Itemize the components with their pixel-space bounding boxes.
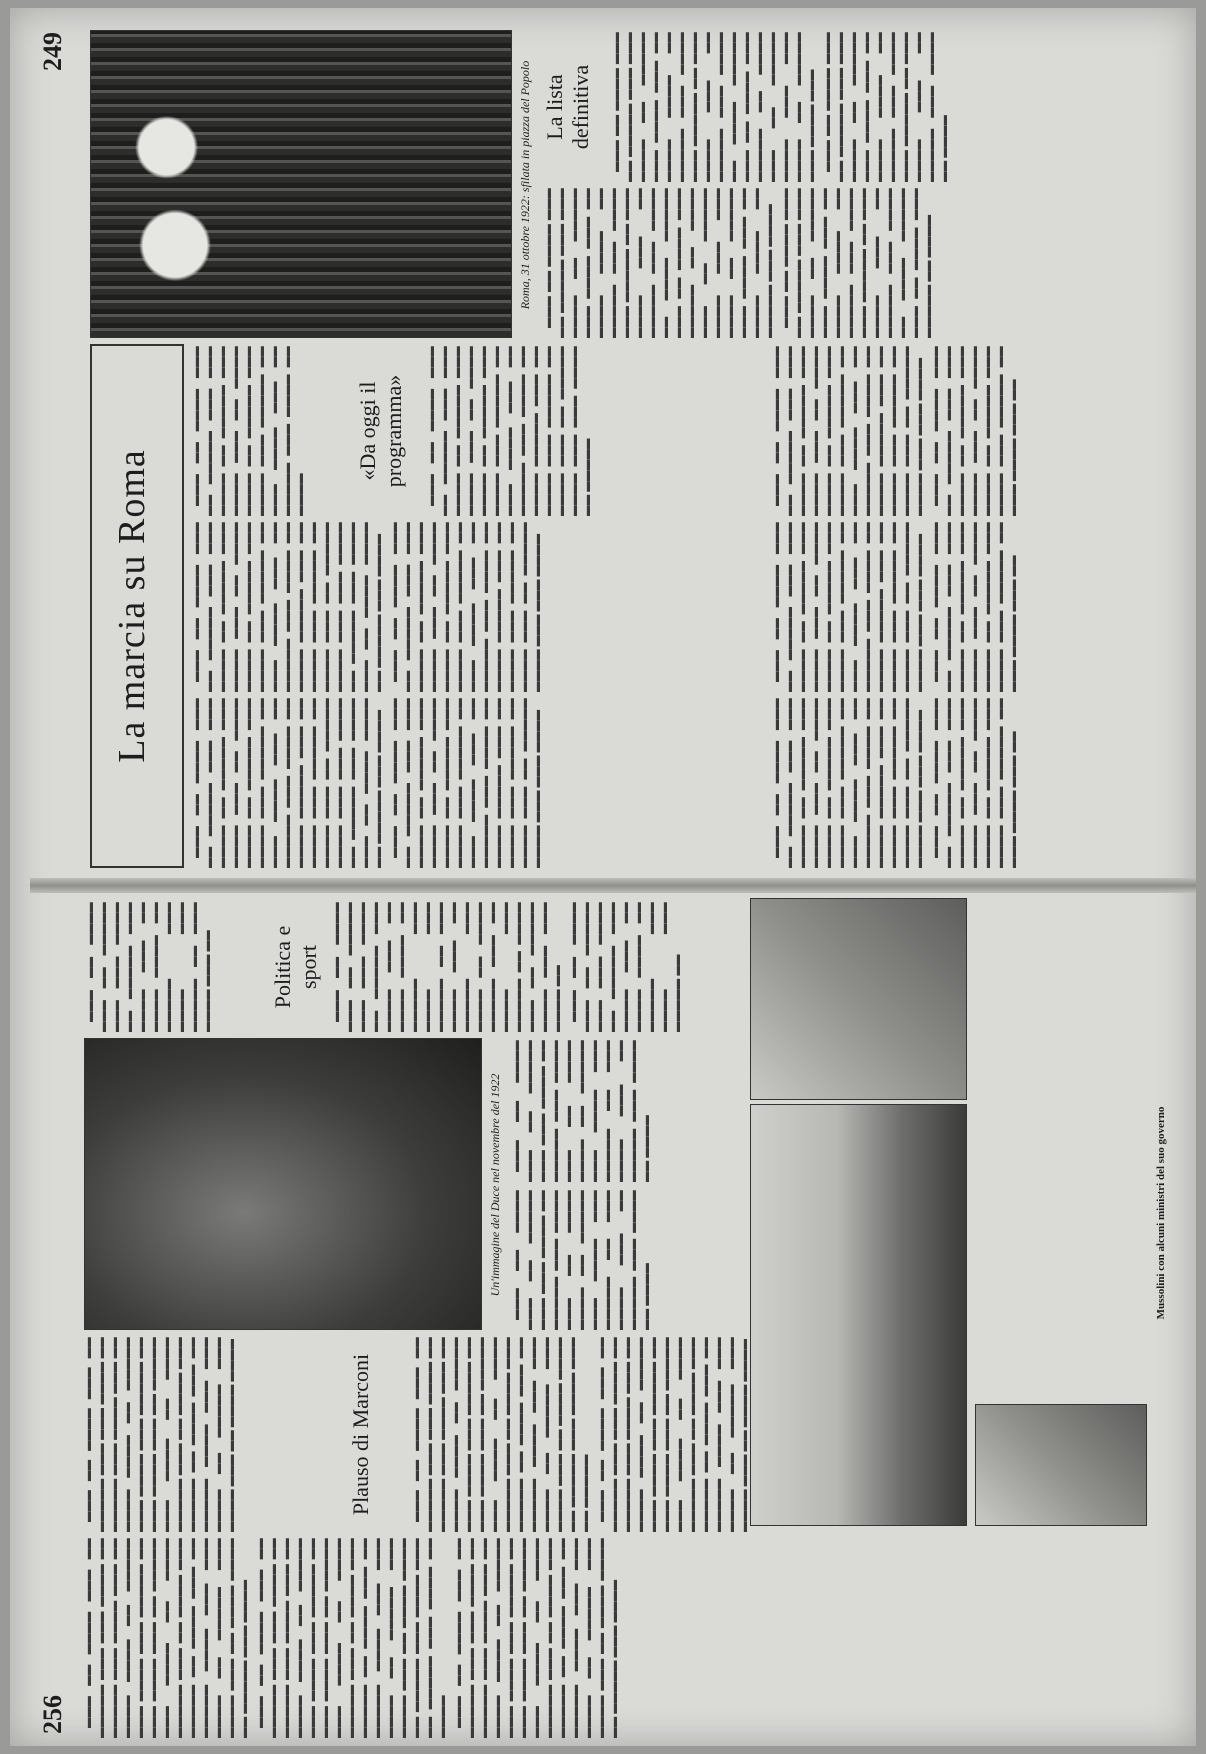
- text-column: ▬▬▬ ▬▬ ▬▬▬▬ ▬▬▬ ▬▬ ▬▬▬▬▬ ▬▬▬ ▬▬▬ ▬▬▬▬ ▬▬ ▬▬▬▬▬ ▬▬▬ ▬▬▬▬ ▬▬▬ ▬▬ ▬▬▬▬ ▬▬▬▬ ▬▬ ▬▬▬▬▬ ▬▬▬ ▬▬▬▬ ▬▬▬ ▬▬▬▬▬ ▬▬ ▬▬▬ ▬▬▬▬ ▬▬▬ ▬▬: [85, 902, 213, 1032]
- text-column: ▬▬▬ ▬▬ ▬▬▬▬ ▬▬▬ ▬▬ ▬▬▬▬▬ ▬▬▬ ▬▬▬ ▬▬▬▬ ▬▬ ▬▬▬▬▬ ▬▬▬ ▬▬▬▬ ▬▬▬ ▬▬ ▬▬▬▬ ▬▬▬▬ ▬▬ ▬▬▬▬▬ ▬▬▬ ▬▬▬▬ ▬▬▬ ▬▬▬▬▬ ▬▬ ▬▬▬ ▬▬▬▬ ▬▬▬ ▬▬ ▬▬▬▬▬ ▬▬▬ ▬▬▬▬ ▬▬ ▬▬▬▬ ▬▬▬▬▬ ▬▬▬ ▬▬ ▬▬▬▬ ▬▬▬ ▬▬▬▬▬ ▬▬ ▬▬▬▬ ▬▬▬ ▬▬ ▬▬▬▬▬ ▬▬▬▬ ▬▬▬ ▬▬▬ ▬▬▬▬ ▬▬ ▬▬▬▬▬: [426, 346, 593, 516]
- text-column: ▬▬▬ ▬▬ ▬▬▬▬ ▬▬▬ ▬▬ ▬▬▬▬▬ ▬▬▬ ▬▬▬ ▬▬▬▬ ▬▬ ▬▬▬▬▬ ▬▬▬ ▬▬▬▬ ▬▬▬ ▬▬ ▬▬▬▬ ▬▬▬▬ ▬▬ ▬▬▬▬▬ ▬▬▬ ▬▬▬▬ ▬▬▬ ▬▬▬▬▬ ▬▬ ▬▬▬ ▬▬▬▬ ▬▬▬ ▬▬ ▬▬▬▬▬ ▬▬▬ ▬▬▬▬ ▬▬ ▬▬▬▬ ▬▬▬▬▬ ▬▬▬ ▬▬ ▬▬▬▬ ▬▬▬ ▬▬▬▬▬ ▬▬ ▬▬▬▬ ▬▬▬ ▬▬ ▬▬▬▬▬ ▬▬▬▬ ▬▬▬ ▬▬▬ ▬▬▬▬ ▬▬▬ ▬▬ ▬▬▬▬ ▬▬▬ ▬▬ ▬▬▬▬▬ ▬▬▬ ▬▬▬ ▬▬▬▬ ▬▬ ▬▬▬▬▬ ▬▬▬ ▬▬▬▬ ▬▬▬ ▬▬ ▬▬▬▬ ▬▬▬▬ ▬▬ ▬▬▬▬▬ ▬▬▬ ▬▬▬▬ ▬▬▬ ▬▬▬▬▬ ▬▬ ▬▬▬ ▬▬▬▬ ▬▬▬ ▬▬: [771, 698, 1019, 868]
- photo-duce-portrait: [84, 1038, 482, 1330]
- photo-faded-small: [975, 1404, 1147, 1526]
- photo-piazza-del-popolo: [90, 30, 512, 338]
- text-column: ▬▬▬ ▬▬ ▬▬▬▬ ▬▬▬ ▬▬ ▬▬▬▬▬ ▬▬▬ ▬▬▬ ▬▬▬▬ ▬▬ ▬▬▬▬▬ ▬▬▬ ▬▬▬▬ ▬▬▬ ▬▬ ▬▬▬▬ ▬▬▬▬ ▬▬ ▬▬▬▬▬ ▬▬▬ ▬▬▬▬ ▬▬▬ ▬▬▬▬▬ ▬▬ ▬▬▬ ▬▬▬▬ ▬▬▬ ▬▬ ▬▬▬▬▬ ▬▬▬ ▬▬▬▬ ▬▬ ▬▬▬▬ ▬▬▬▬▬ ▬▬▬ ▬▬ ▬▬▬▬ ▬▬▬ ▬▬▬▬▬ ▬▬ ▬▬▬▬ ▬▬▬ ▬▬ ▬▬▬▬▬ ▬▬▬▬ ▬▬▬ ▬▬▬ ▬▬▬▬ ▬▬ ▬▬▬▬▬ ▬▬▬ ▬▬▬▬ ▬▬▬ ▬▬ ▬▬▬▬ ▬▬▬▬ ▬▬ ▬▬▬▬▬ ▬▬▬ ▬▬▬▬ ▬▬▬ ▬▬ ▬▬▬▬ ▬▬▬ ▬▬ ▬▬▬▬▬ ▬▬▬ ▬▬▬ ▬▬▬▬ ▬▬ ▬▬▬▬▬ ▬▬▬ ▬▬▬▬ ▬▬▬ ▬▬ ▬▬▬▬ ▬▬▬▬ ▬▬ ▬▬▬▬▬ ▬▬▬ ▬▬▬▬ ▬▬▬ ▬▬▬▬▬ ▬▬ ▬▬▬ ▬▬▬▬ ▬▬▬ ▬▬ ▬▬▬▬▬ ▬▬▬ ▬▬▬▬ ▬▬ ▬▬▬▬ ▬▬▬▬▬ ▬▬▬ ▬▬ ▬▬▬▬ ▬▬▬ ▬▬▬▬▬ ▬▬ ▬▬▬▬ ▬▬▬ ▬▬ ▬▬▬▬▬ ▬▬▬▬ ▬▬▬ ▬▬▬ ▬▬▬▬: [191, 522, 543, 692]
- page-stage: [30, 22, 1196, 1748]
- subhead-politica-e-sport: Politica e sport: [270, 925, 321, 1009]
- subhead-la-lista-definitiva: La lista definitiva: [542, 64, 593, 150]
- left-page-number: 256: [38, 1695, 67, 1734]
- subhead-plauso-di-marconi: Plauso di Marconi: [348, 1353, 373, 1516]
- text-column: ▬▬▬ ▬▬ ▬▬▬▬ ▬▬▬ ▬▬ ▬▬▬▬▬ ▬▬▬ ▬▬▬ ▬▬▬▬ ▬▬ ▬▬▬▬▬ ▬▬▬ ▬▬▬▬ ▬▬▬ ▬▬ ▬▬▬▬ ▬▬▬▬ ▬▬ ▬▬▬▬▬ ▬▬▬ ▬▬▬▬ ▬▬▬ ▬▬▬▬▬ ▬▬ ▬▬▬ ▬▬▬▬ ▬▬▬ ▬▬ ▬▬▬▬▬ ▬▬▬ ▬▬▬▬ ▬▬ ▬▬▬▬: [511, 1040, 652, 1182]
- text-column: ▬▬▬ ▬▬ ▬▬▬▬ ▬▬▬ ▬▬ ▬▬▬▬▬ ▬▬▬ ▬▬▬ ▬▬▬▬ ▬▬ ▬▬▬▬▬ ▬▬▬ ▬▬▬▬ ▬▬▬ ▬▬ ▬▬▬▬ ▬▬▬▬ ▬▬ ▬▬▬▬▬ ▬▬▬ ▬▬▬▬ ▬▬▬ ▬▬▬▬▬ ▬▬ ▬▬▬ ▬▬▬▬ ▬▬▬ ▬▬ ▬▬▬▬▬ ▬▬▬ ▬▬▬▬ ▬▬ ▬▬▬▬ ▬▬▬▬▬ ▬▬▬ ▬▬ ▬▬▬▬ ▬▬▬ ▬▬▬▬▬ ▬▬ ▬▬▬▬ ▬▬▬ ▬▬ ▬▬▬▬▬ ▬▬▬▬ ▬▬▬ ▬▬▬ ▬▬▬▬ ▬▬▬ ▬▬ ▬▬▬▬ ▬▬▬ ▬▬ ▬▬▬▬▬ ▬▬▬ ▬▬▬ ▬▬▬▬ ▬▬ ▬▬▬▬▬ ▬▬▬ ▬▬▬▬ ▬▬▬ ▬▬ ▬▬▬▬ ▬▬▬▬ ▬▬ ▬▬▬▬▬ ▬▬▬ ▬▬▬▬ ▬▬▬ ▬▬▬▬▬ ▬▬ ▬▬▬ ▬▬▬▬ ▬▬▬ ▬▬: [771, 346, 1019, 516]
- caption-piazza-del-popolo: Roma, 31 ottobre 1922: sfilata in piazza del Popolo: [518, 60, 532, 310]
- text-column: ▬▬▬ ▬▬ ▬▬▬▬ ▬▬▬ ▬▬ ▬▬▬▬▬ ▬▬▬ ▬▬▬ ▬▬▬▬ ▬▬ ▬▬▬▬▬ ▬▬▬ ▬▬▬▬ ▬▬▬ ▬▬ ▬▬▬▬ ▬▬▬▬ ▬▬ ▬▬▬▬▬ ▬▬▬ ▬▬▬▬ ▬▬▬ ▬▬▬▬▬ ▬▬ ▬▬▬ ▬▬▬▬ ▬▬▬ ▬▬ ▬▬▬▬▬ ▬▬▬ ▬▬▬▬ ▬▬ ▬▬▬▬ ▬▬▬▬▬ ▬▬▬ ▬▬ ▬▬▬▬ ▬▬▬ ▬▬▬▬▬ ▬▬ ▬▬▬▬ ▬▬▬ ▬▬ ▬▬▬▬▬ ▬▬▬▬ ▬▬▬ ▬▬▬ ▬▬▬▬ ▬▬ ▬▬▬▬▬ ▬▬▬ ▬▬▬▬ ▬▬▬ ▬▬▬ ▬▬ ▬▬▬▬ ▬▬▬ ▬▬ ▬▬▬▬▬ ▬▬▬ ▬▬▬ ▬▬▬▬ ▬▬ ▬▬▬▬▬ ▬▬▬ ▬▬▬▬ ▬▬▬ ▬▬ ▬▬▬▬ ▬▬▬▬ ▬▬ ▬▬▬▬▬ ▬▬▬ ▬▬▬▬ ▬▬▬ ▬▬▬▬▬ ▬▬ ▬▬▬ ▬▬▬▬ ▬▬▬ ▬▬ ▬▬▬▬▬ ▬▬▬ ▬▬▬▬ ▬▬ ▬▬▬▬: [611, 32, 950, 182]
- caption-ministers: Mussolini con alcuni ministri del suo governo: [1155, 1106, 1167, 1320]
- photo-faded: [750, 898, 967, 1100]
- headline: La marcia su Roma: [111, 449, 153, 763]
- text-column: ▬▬▬ ▬▬ ▬▬▬▬ ▬▬▬ ▬▬ ▬▬▬▬▬ ▬▬▬ ▬▬▬ ▬▬▬▬ ▬▬ ▬▬▬▬▬ ▬▬▬ ▬▬▬▬ ▬▬▬ ▬▬ ▬▬▬▬ ▬▬▬▬ ▬▬ ▬▬▬▬▬ ▬▬▬ ▬▬▬▬ ▬▬▬ ▬▬▬▬▬ ▬▬ ▬▬▬ ▬▬▬▬ ▬▬▬ ▬▬ ▬▬▬▬▬ ▬▬▬ ▬▬▬▬ ▬▬ ▬▬▬▬ ▬▬▬▬▬ ▬▬▬ ▬▬ ▬▬▬▬ ▬▬▬ ▬▬▬▬▬ ▬▬ ▬▬▬▬ ▬▬▬ ▬▬ ▬▬▬▬▬ ▬▬▬▬ ▬▬▬ ▬▬▬ ▬▬▬▬ ▬▬ ▬▬▬ ▬▬ ▬▬▬▬ ▬▬▬ ▬▬ ▬▬▬▬▬ ▬▬▬ ▬▬▬ ▬▬▬▬ ▬▬ ▬▬▬▬▬ ▬▬▬ ▬▬▬▬ ▬▬▬ ▬▬ ▬▬▬▬ ▬▬▬▬ ▬▬ ▬▬▬▬▬ ▬▬▬ ▬▬▬▬ ▬▬▬ ▬▬▬▬▬ ▬▬: [331, 902, 683, 1032]
- text-column: ▬▬▬ ▬▬ ▬▬▬▬ ▬▬▬ ▬▬ ▬▬▬▬▬ ▬▬▬ ▬▬▬ ▬▬▬▬ ▬▬ ▬▬▬▬▬ ▬▬▬ ▬▬▬▬ ▬▬▬ ▬▬ ▬▬▬▬ ▬▬▬▬ ▬▬ ▬▬▬▬▬ ▬▬▬ ▬▬▬▬ ▬▬▬ ▬▬▬▬▬ ▬▬ ▬▬▬ ▬▬▬▬ ▬▬▬ ▬▬ ▬▬▬▬▬ ▬▬▬ ▬▬▬▬ ▬▬ ▬▬▬▬: [511, 1190, 652, 1330]
- text-column: ▬▬▬ ▬▬ ▬▬▬▬ ▬▬▬ ▬▬ ▬▬▬▬▬ ▬▬▬ ▬▬▬ ▬▬▬▬ ▬▬ ▬▬▬▬▬ ▬▬▬ ▬▬▬▬ ▬▬▬ ▬▬ ▬▬▬▬ ▬▬▬▬ ▬▬ ▬▬▬▬▬ ▬▬▬ ▬▬▬▬ ▬▬▬ ▬▬▬▬▬ ▬▬ ▬▬▬ ▬▬▬▬ ▬▬▬ ▬▬ ▬▬▬▬▬ ▬▬▬ ▬▬▬▬ ▬▬ ▬▬▬▬ ▬▬▬▬▬ ▬▬▬ ▬▬ ▬▬▬▬ ▬▬▬ ▬▬▬▬▬ ▬▬ ▬▬▬▬ ▬▬▬ ▬▬ ▬▬▬▬▬ ▬▬▬▬ ▬▬▬ ▬▬▬ ▬▬▬▬ ▬▬ ▬▬▬▬▬ ▬▬▬ ▬▬▬▬ ▬▬▬ ▬▬ ▬▬▬▬ ▬▬▬▬ ▬▬ ▬▬▬▬▬ ▬▬▬ ▬▬▬▬ ▬▬▬ ▬▬ ▬▬▬▬ ▬▬▬ ▬▬ ▬▬▬▬▬ ▬▬▬ ▬▬▬ ▬▬▬▬ ▬▬ ▬▬▬▬▬ ▬▬▬ ▬▬▬▬ ▬▬▬ ▬▬ ▬▬▬▬ ▬▬▬▬ ▬▬ ▬▬▬▬▬ ▬▬▬ ▬▬▬▬ ▬▬▬ ▬▬▬▬▬ ▬▬ ▬▬▬ ▬▬▬▬ ▬▬▬ ▬▬ ▬▬▬▬▬ ▬▬▬ ▬▬▬▬ ▬▬ ▬▬▬▬ ▬▬▬▬▬ ▬▬▬ ▬▬ ▬▬▬▬ ▬▬▬ ▬▬▬▬▬ ▬▬ ▬▬▬▬: [543, 188, 934, 338]
- text-column: ▬▬▬ ▬▬ ▬▬▬▬ ▬▬▬ ▬▬ ▬▬▬▬▬ ▬▬▬ ▬▬▬ ▬▬▬▬ ▬▬ ▬▬▬▬▬ ▬▬▬ ▬▬▬▬ ▬▬▬ ▬▬ ▬▬▬▬ ▬▬▬▬ ▬▬ ▬▬▬▬▬ ▬▬▬ ▬▬▬▬ ▬▬▬ ▬▬▬▬▬ ▬▬ ▬▬▬ ▬▬▬▬ ▬▬▬ ▬▬ ▬▬▬▬▬ ▬▬▬ ▬▬▬▬ ▬▬ ▬▬▬▬: [191, 346, 306, 516]
- text-column: ▬▬▬ ▬▬ ▬▬▬▬ ▬▬▬ ▬▬ ▬▬▬▬▬ ▬▬▬ ▬▬▬ ▬▬▬▬ ▬▬ ▬▬▬▬▬ ▬▬▬ ▬▬▬▬ ▬▬▬ ▬▬ ▬▬▬▬ ▬▬▬▬ ▬▬ ▬▬▬▬▬ ▬▬▬ ▬▬▬▬ ▬▬▬ ▬▬▬▬▬ ▬▬ ▬▬▬ ▬▬▬▬ ▬▬▬ ▬▬ ▬▬▬▬▬ ▬▬▬ ▬▬▬▬ ▬▬ ▬▬▬▬ ▬▬▬▬▬ ▬▬▬ ▬▬ ▬▬▬▬ ▬▬▬ ▬▬▬▬▬ ▬▬ ▬▬▬▬ ▬▬▬ ▬▬ ▬▬▬▬▬ ▬▬▬▬ ▬▬▬ ▬▬▬ ▬▬▬▬ ▬▬ ▬▬▬▬▬ ▬▬▬ ▬▬▬▬ ▬▬▬ ▬▬ ▬▬▬▬ ▬▬▬▬ ▬▬ ▬▬▬▬▬ ▬▬▬ ▬▬▬▬ ▬▬▬ ▬▬ ▬▬▬▬ ▬▬▬ ▬▬ ▬▬▬▬▬ ▬▬▬ ▬▬▬ ▬▬▬▬ ▬▬ ▬▬▬▬▬ ▬▬▬ ▬▬▬▬ ▬▬▬ ▬▬ ▬▬▬▬ ▬▬▬▬ ▬▬ ▬▬▬▬▬ ▬▬▬ ▬▬▬▬ ▬▬▬ ▬▬▬▬▬ ▬▬ ▬▬▬ ▬▬▬▬ ▬▬▬ ▬▬ ▬▬▬▬▬ ▬▬▬ ▬▬▬▬ ▬▬ ▬▬▬▬ ▬▬▬▬▬ ▬▬▬ ▬▬ ▬▬▬▬ ▬▬▬ ▬▬▬▬▬ ▬▬ ▬▬▬▬ ▬▬▬ ▬▬ ▬▬▬▬▬ ▬▬▬▬ ▬▬▬ ▬▬▬ ▬▬▬▬: [191, 698, 543, 868]
- photo-mussolini-ministers: [750, 1104, 967, 1526]
- gutter: [30, 878, 1196, 893]
- subhead-da-oggi-il-programma: «Da oggi il programma»: [355, 374, 406, 488]
- text-column: ▬▬▬ ▬▬ ▬▬▬▬ ▬▬▬ ▬▬ ▬▬▬▬▬ ▬▬▬ ▬▬▬ ▬▬▬▬ ▬▬ ▬▬▬▬▬ ▬▬▬ ▬▬▬▬ ▬▬▬ ▬▬ ▬▬▬▬ ▬▬▬▬ ▬▬ ▬▬▬▬▬ ▬▬▬ ▬▬▬▬ ▬▬▬ ▬▬▬▬▬ ▬▬ ▬▬▬ ▬▬▬▬ ▬▬▬ ▬▬ ▬▬▬▬▬ ▬▬▬ ▬▬▬▬ ▬▬ ▬▬▬▬ ▬▬▬▬▬ ▬▬▬ ▬▬ ▬▬▬▬ ▬▬▬ ▬▬▬▬▬ ▬▬ ▬▬▬▬ ▬▬▬ ▬▬ ▬▬▬▬▬ ▬▬▬▬ ▬▬▬ ▬▬▬ ▬▬▬▬ ▬▬ ▬▬▬▬▬ ▬▬▬ ▬▬▬▬ ▬▬▬ ▬▬ ▬▬▬▬ ▬▬▬▬ ▬▬ ▬▬▬▬▬ ▬▬▬ ▬▬▬▬ ▬▬▬ ▬▬ ▬▬▬▬ ▬▬▬ ▬▬ ▬▬▬▬▬ ▬▬▬ ▬▬▬ ▬▬▬▬ ▬▬ ▬▬▬▬▬ ▬▬▬ ▬▬▬▬ ▬▬▬ ▬▬ ▬▬▬▬ ▬▬▬▬ ▬▬ ▬▬▬▬▬ ▬▬▬ ▬▬▬▬ ▬▬▬ ▬▬▬▬▬ ▬▬ ▬▬▬ ▬▬▬▬ ▬▬▬ ▬▬ ▬▬▬▬▬ ▬▬▬ ▬▬▬▬ ▬▬ ▬▬▬▬ ▬▬▬▬▬ ▬▬▬ ▬▬ ▬▬▬▬ ▬▬▬ ▬▬▬▬▬ ▬▬ ▬▬▬▬ ▬▬▬ ▬▬ ▬▬▬▬▬ ▬▬▬▬ ▬▬▬ ▬▬▬ ▬▬▬▬ ▬▬ ▬▬▬▬▬ ▬▬▬ ▬▬▬▬ ▬▬▬ ▬▬ ▬▬▬▬ ▬▬▬▬ ▬▬ ▬▬▬▬▬ ▬▬▬ ▬▬▬▬ ▬▬▬ ▬▬ ▬▬▬▬▬ ▬▬▬ ▬▬▬▬ ▬▬ ▬▬▬▬ ▬▬▬ ▬▬ ▬▬▬▬ ▬▬▬ ▬▬ ▬▬▬▬▬ ▬▬▬ ▬▬▬ ▬▬▬▬ ▬▬ ▬▬▬▬▬ ▬▬▬ ▬▬▬▬ ▬▬▬ ▬▬ ▬▬▬▬ ▬▬▬▬ ▬▬ ▬▬▬▬▬ ▬▬▬ ▬▬▬▬ ▬▬▬ ▬▬▬▬▬ ▬▬ ▬▬▬ ▬▬▬▬ ▬▬▬ ▬▬ ▬▬▬▬▬ ▬▬▬ ▬▬▬▬ ▬▬ ▬▬▬▬ ▬▬▬▬▬ ▬▬▬ ▬▬ ▬▬▬▬ ▬▬▬ ▬▬▬▬▬ ▬▬ ▬▬▬▬ ▬▬▬ ▬▬ ▬▬▬▬▬ ▬▬▬▬ ▬▬▬ ▬▬▬ ▬▬▬▬ ▬▬ ▬▬▬▬▬ ▬▬▬ ▬▬▬▬ ▬▬▬ ▬▬ ▬▬▬▬ ▬▬▬▬ ▬▬ ▬▬▬▬▬ ▬▬▬ ▬▬▬▬: [83, 1538, 620, 1738]
- scanned-page: [10, 8, 1196, 1746]
- right-page-number: 249: [38, 32, 67, 71]
- newspaper-spread: [30, 22, 1196, 1748]
- text-column: ▬▬▬ ▬▬ ▬▬▬▬ ▬▬▬ ▬▬ ▬▬▬▬▬ ▬▬▬ ▬▬▬ ▬▬▬▬ ▬▬ ▬▬▬▬▬ ▬▬▬ ▬▬▬▬ ▬▬▬ ▬▬ ▬▬▬▬ ▬▬▬▬ ▬▬ ▬▬▬▬▬ ▬▬▬ ▬▬▬▬ ▬▬▬ ▬▬▬▬▬ ▬▬ ▬▬▬ ▬▬▬▬ ▬▬▬ ▬▬ ▬▬▬▬▬ ▬▬▬ ▬▬▬▬ ▬▬ ▬▬▬▬ ▬▬▬▬▬ ▬▬▬ ▬▬ ▬▬▬▬ ▬▬▬ ▬▬▬▬▬ ▬▬ ▬▬▬▬ ▬▬▬ ▬▬ ▬▬▬▬▬ ▬▬▬▬ ▬▬▬ ▬▬▬ ▬▬▬▬ ▬▬ ▬▬▬▬▬ ▬▬▬ ▬▬▬▬ ▬▬▬ ▬▬ ▬▬▬▬ ▬▬▬▬ ▬▬ ▬▬▬▬▬ ▬▬▬ ▬▬▬▬ ▬▬▬ ▬▬ ▬▬▬▬▬ ▬▬▬ ▬▬ ▬▬▬▬ ▬▬▬ ▬▬ ▬▬▬▬▬ ▬▬▬ ▬▬▬ ▬▬▬▬ ▬▬ ▬▬▬▬▬ ▬▬▬ ▬▬▬▬ ▬▬▬ ▬▬ ▬▬▬▬ ▬▬▬▬ ▬▬ ▬▬▬▬▬ ▬▬▬ ▬▬▬▬ ▬▬▬ ▬▬▬▬▬ ▬▬ ▬▬▬ ▬▬▬▬ ▬▬▬ ▬▬ ▬▬▬▬▬ ▬▬▬ ▬▬▬▬ ▬▬ ▬▬▬▬ ▬▬▬▬▬ ▬▬▬ ▬▬ ▬▬▬▬ ▬▬▬ ▬▬▬▬▬ ▬▬ ▬▬▬▬ ▬▬▬ ▬▬ ▬▬▬▬▬ ▬▬▬▬ ▬▬▬ ▬▬▬ ▬▬▬▬ ▬▬ ▬▬▬▬▬ ▬▬▬ ▬▬▬▬ ▬▬▬ ▬▬ ▬▬▬▬ ▬▬▬▬: [411, 1337, 750, 1532]
- text-column: ▬▬▬ ▬▬ ▬▬▬▬ ▬▬▬ ▬▬ ▬▬▬▬▬ ▬▬▬ ▬▬▬ ▬▬▬▬ ▬▬ ▬▬▬▬▬ ▬▬▬ ▬▬▬▬ ▬▬▬ ▬▬ ▬▬▬▬ ▬▬▬▬ ▬▬ ▬▬▬▬▬ ▬▬▬ ▬▬▬▬ ▬▬▬ ▬▬▬▬▬ ▬▬ ▬▬▬ ▬▬▬▬ ▬▬▬ ▬▬ ▬▬▬▬▬ ▬▬▬ ▬▬▬▬ ▬▬ ▬▬▬▬ ▬▬▬▬▬ ▬▬▬ ▬▬ ▬▬▬▬ ▬▬▬ ▬▬▬▬▬ ▬▬ ▬▬▬▬ ▬▬▬ ▬▬ ▬▬▬▬▬ ▬▬▬▬ ▬▬▬ ▬▬▬ ▬▬▬▬ ▬▬ ▬▬▬▬▬ ▬▬▬ ▬▬▬▬ ▬▬▬ ▬▬ ▬▬▬▬ ▬▬▬▬: [83, 1337, 237, 1532]
- text-column: ▬▬▬ ▬▬ ▬▬▬▬ ▬▬▬ ▬▬ ▬▬▬▬▬ ▬▬▬ ▬▬▬ ▬▬▬▬ ▬▬ ▬▬▬▬▬ ▬▬▬ ▬▬▬▬ ▬▬▬ ▬▬ ▬▬▬▬ ▬▬▬▬ ▬▬ ▬▬▬▬▬ ▬▬▬ ▬▬▬▬ ▬▬▬ ▬▬▬▬▬ ▬▬ ▬▬▬ ▬▬▬▬ ▬▬▬ ▬▬ ▬▬▬▬▬ ▬▬▬ ▬▬▬▬ ▬▬ ▬▬▬▬ ▬▬▬▬▬ ▬▬▬ ▬▬ ▬▬▬▬ ▬▬▬ ▬▬▬▬▬ ▬▬ ▬▬▬▬ ▬▬▬ ▬▬ ▬▬▬▬▬ ▬▬▬▬ ▬▬▬ ▬▬▬ ▬▬▬▬ ▬▬▬ ▬▬ ▬▬▬▬ ▬▬▬ ▬▬ ▬▬▬▬▬ ▬▬▬ ▬▬▬ ▬▬▬▬ ▬▬ ▬▬▬▬▬ ▬▬▬ ▬▬▬▬ ▬▬▬ ▬▬ ▬▬▬▬ ▬▬▬▬ ▬▬ ▬▬▬▬▬ ▬▬▬ ▬▬▬▬ ▬▬▬ ▬▬▬▬▬ ▬▬ ▬▬▬ ▬▬▬▬ ▬▬▬ ▬▬: [771, 522, 1019, 692]
- left-page: [30, 893, 1196, 1748]
- caption-duce-portrait: Un'immagine del Duce nel novembre del 1922: [488, 1073, 502, 1297]
- right-page: [30, 22, 1196, 878]
